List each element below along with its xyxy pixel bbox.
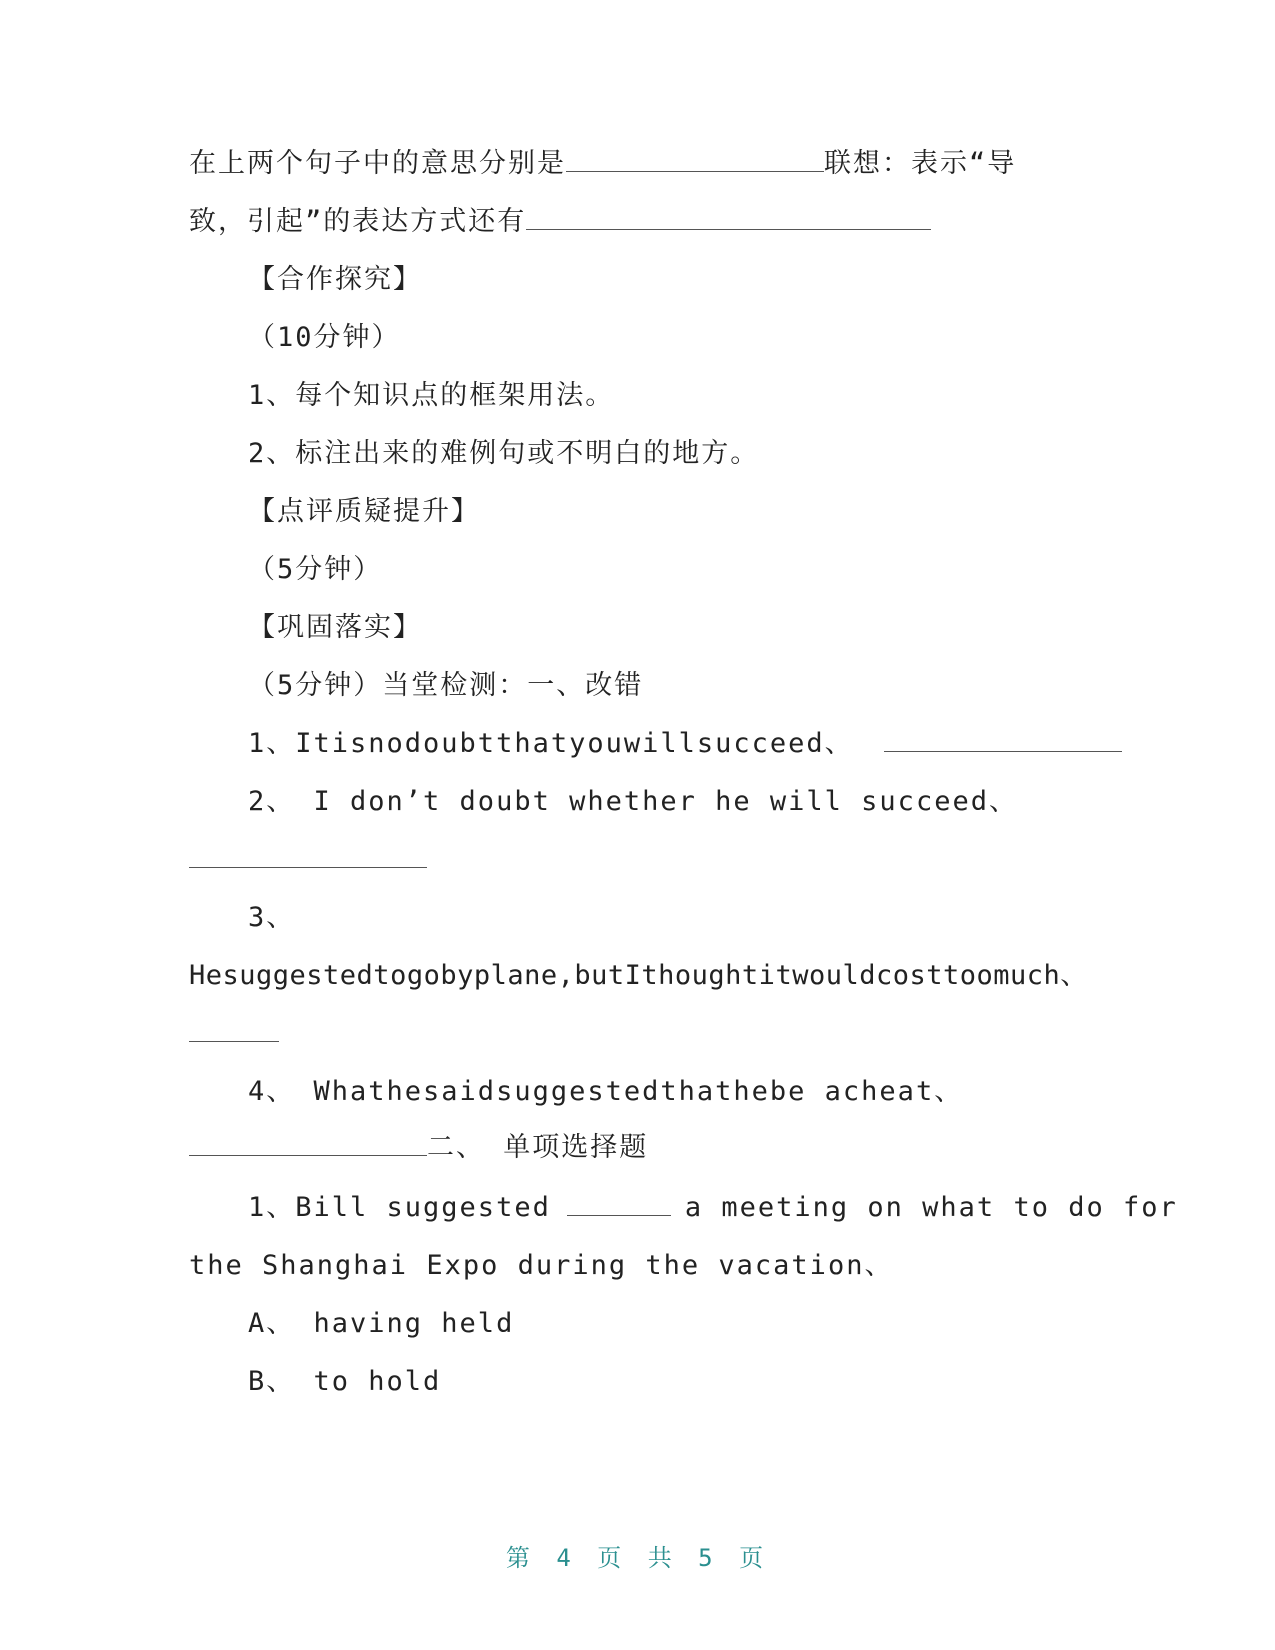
fill-blank[interactable] <box>189 1017 279 1042</box>
exercise-item-3-number: 3、 <box>248 902 296 933</box>
fill-blank[interactable] <box>566 147 824 172</box>
question-text: a meeting on what to do for <box>684 1192 1178 1223</box>
page-footer: 第 4 页 共 5 页 <box>505 1544 770 1572</box>
section-heading-multiple-choice: 二、 单项选择题 <box>427 1132 649 1163</box>
list-item: 2、标注出来的难例句或不明白的地方。 <box>248 438 760 469</box>
time-note: （5分钟） <box>248 554 383 585</box>
option-a[interactable]: A、 having held <box>248 1308 515 1339</box>
exercise-item-2-answer <box>189 842 1089 878</box>
fill-blank[interactable] <box>567 1191 671 1216</box>
exercise-item-2: 2、 I don’t doubt whether he will succeed、 <box>248 786 1018 817</box>
section-heading-consolidate: 【巩固落实】 <box>248 612 422 643</box>
exercise-text: 1、Itisnodoubtthatyouwillsucceed、 <box>248 728 854 759</box>
section-heading-review: 【点评质疑提升】 <box>248 496 480 527</box>
time-note: （10分钟） <box>248 322 401 353</box>
text-segment: 联想：表示“导 <box>824 148 1017 179</box>
fill-blank[interactable] <box>189 1131 427 1156</box>
list-item: 1、每个知识点的框架用法。 <box>248 380 615 411</box>
exercise-item-4-answer <box>189 1130 1089 1166</box>
question-1-line-1 <box>248 1190 1178 1226</box>
fill-blank[interactable] <box>526 205 931 230</box>
exercise-item-4: 4、 Whathesaidsuggestedthathebe acheat、 <box>248 1076 964 1107</box>
fill-blank[interactable] <box>884 727 1122 752</box>
time-note: （5分钟）当堂检测：一、改错 <box>248 670 644 701</box>
fill-blank[interactable] <box>189 843 427 868</box>
exercise-item-3-answer <box>189 1016 1089 1052</box>
text-line-2 <box>189 204 1089 240</box>
question-text: 1、Bill suggested <box>248 1192 551 1223</box>
question-1-line-2: the Shanghai Expo during the vacation、 <box>189 1250 894 1281</box>
exercise-item-1 <box>248 726 1148 762</box>
text-segment: 致，引起”的表达方式还有 <box>189 206 527 237</box>
section-heading-cooperation: 【合作探究】 <box>248 264 422 295</box>
text-segment: 在上两个句子中的意思分别是 <box>189 148 566 179</box>
option-b[interactable]: B、 to hold <box>248 1366 442 1397</box>
exercise-item-3-text: Hesuggestedtogobyplane,butIthoughtitwouldcosttoomuch、 <box>189 960 1088 991</box>
text-line-1 <box>189 146 1089 182</box>
